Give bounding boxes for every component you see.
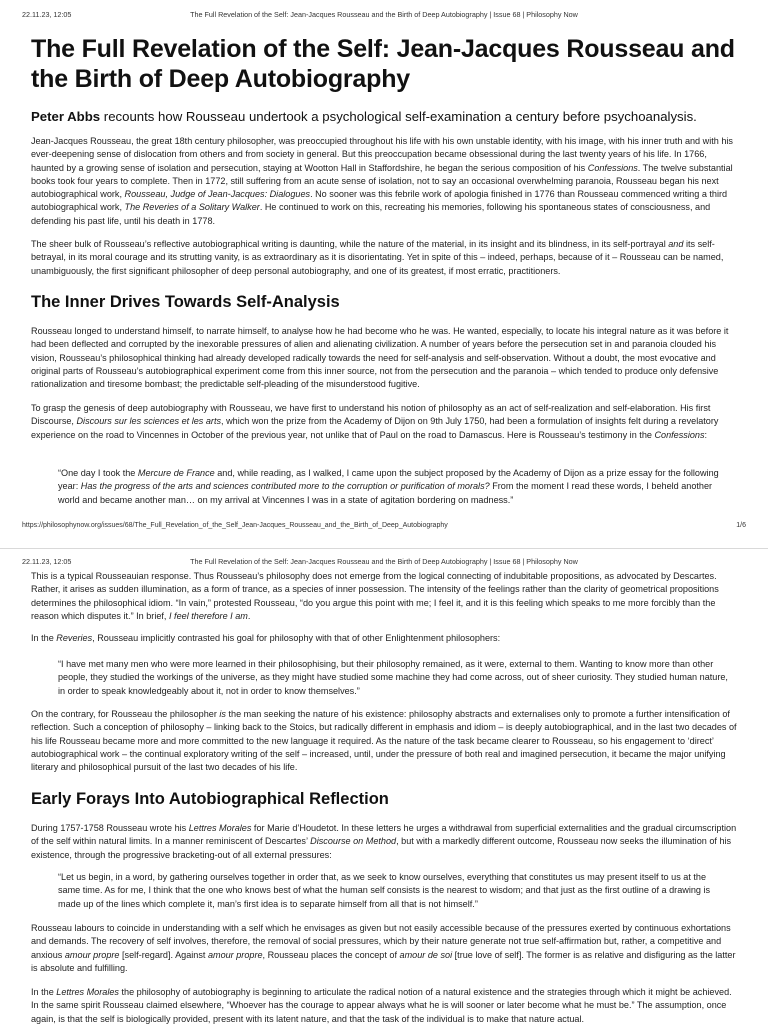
article-title: The Full Revelation of the Self: Jean-Jacques Rousseau and the Birth of Deep Autobiography — [31, 35, 735, 93]
section-heading: The Inner Drives Towards Self-Analysis — [31, 293, 340, 311]
print-page-2 — [0, 548, 768, 1025]
article-byline — [31, 108, 748, 125]
print-footer-url: https://philosophynow.org/issues/68/The_Full_Revelation_of_the_Self_Jean-Jacques_Rousseau_and_the_Birth_of_Deep_Autobiography — [22, 522, 448, 529]
article-paragraph: In the Reveries, Rousseau implicitly contrasted his goal for philosophy with that of other Enlightenment philosophers: — [31, 633, 501, 643]
article-paragraph: On the contrary, for Rousseau the philosopher is the man seeking the nature of his existence: philosophy abstracts and externalises only to promote a further intensification of reflection. Such a conception of philosophy – linking back to the Stoics, but radically different in emphasis and idiom – is deeply autobiographical, and in the last two decades of his life Rousseau became more and more committed to the new language it required. As the nature of the task became clearer to Rousseau, so his engagement to ‘direct’ autobiographical work – the continual exploratory writing of the self – increased, until, under the pressure of both real and imagined persecution, it became the major unifying literary and philosophical pursuit of the last two decades of his life. — [31, 709, 737, 773]
article-paragraph: During 1757-1758 Rousseau wrote his Lettres Morales for Marie d’Houdetot. In these letters he urges a withdrawal from superficial externalities and the gradual circumscription of the self within natural limits. In a manner reminiscent of Descartes’ Discourse on Method, but with a markedly different outcome, Rousseau now seeks the illumination of his existence, through the progressive bracketing-out of all external pressures: — [31, 823, 737, 860]
section-heading: Early Forays Into Autobiographical Reflection — [31, 790, 389, 808]
print-header — [22, 557, 746, 569]
block-quote: “One day I took the Mercure de France and, while reading, as I walked, I came upon the subject proposed by the Academy of Dijon as a prize essay for the following year: Has the progress of the arts and sciences contributed more to the corruption or purification of morals? From the moment I read these words, I beheld another world and became another man… on my arrival at Vincennes I was in a state of agitation bordering on madness.” — [58, 468, 719, 505]
print-datetime: 22.11.23, 12:05 — [22, 10, 72, 19]
print-footer — [22, 522, 746, 529]
article-paragraph: In the Lettres Morales the philosophy of autobiography is beginning to articulate the radical notion of a natural existence and the strategies through which it might be achieved. In the same spirit Rousseau claimed elsewhere, “Whoever has the courage to appear always what he is will sooner or later become what he must be.” The assumption, once again, is that the self is biologically provided, present with its latent nature, and that the task of the individual is to make that nature actual. — [31, 987, 732, 1024]
article-paragraph: Rousseau labours to coincide in understanding with a self which he envisages as given but not easily accessible because of the pressures exerted by continuous exhortations and demands. The recovery of self involves, therefore, the removal of social pressures, which by their nature generate not true self-affirmation but, rather, a competitive and anxious amour propre [self-regard]. Against amour propre, Rousseau places the concept of amour de soi [true love of self]. The former is as relative and disfiguring as the latter is absolute and fulfilling. — [31, 923, 736, 973]
print-header-title: The Full Revelation of the Self: Jean-Jacques Rousseau and the Birth of Deep Autobiography | Issue 68 | Philosophy Now — [190, 557, 578, 566]
article-paragraph: To grasp the genesis of deep autobiography with Rousseau, we have first to understand his notion of philosophy as an act of self-realization and self-elaboration. His first Discourse, Discours sur les sciences et les arts, which won the prize from the Academy of Dijon on 9th July 1750, had been a formulation of insights felt during a revelatory experience on the road to Vincennes in October of the previous year, not unlike that of Paul on the road to Damascus. Here is Rousseau’s testimony in the Confessions: — [31, 403, 719, 440]
article-paragraph: Jean-Jacques Rousseau, the great 18th century philosopher, was preoccupied throughout his life with his own unstable identity, with his image, with his inner truth and with his ever-deepening sense of dislocation from others and from society in general. But this preoccupation became obsessional during the last twenty years of his life. In 1766, haunted by a growing sense of isolation and persecution, staying at Wootton Hall in Staffordshire, he began the serious composition of his Confessions. The twelve substantial books took four years to complete. Then in 1772, still suffering from an acute sense of isolation, not to say an occasional overwhelming paranoia, Rousseau began his next autobiographical work, Rousseau, Judge of Jean-Jacques: Dialogues. No sooner was this febrile work of apologia finished in 1776 than Rousseau commenced writing a third autobiographical work, The Reveries of a Solitary Walker. He continued to work on this, recreating his memories, following his spontaneous states of consciousness, and defending his past life, until his death in 1778. — [31, 136, 733, 226]
article-paragraph: The sheer bulk of Rousseau’s reflective autobiographical writing is daunting, while the nature of the material, in its insight and its blindness, in its self-portrayal and its self-betrayal, in its moral courage and its strutting vanity, is as extraordinary as it is disorientating. Yet in spite of this – indeed, perhaps, because of it – Rousseau can be named, unambiguously, the first significant philosopher of deep personal autobiography, and one of its greatest, if most erratic, practitioners. — [31, 239, 724, 276]
block-quote: “I have met many men who were more learned in their philosophising, but their philosophy remained, as it were, external to them. Wanting to know more than other people, they studied the workings of the universe, as they might have studied some machine they had come across, out of sheer curiosity. They studied human nature, in order to speak knowledgeably about it, not in order to know themselves.” — [58, 659, 728, 696]
print-page-number: 1/6 — [736, 522, 746, 529]
standfirst: recounts how Rousseau undertook a psychological self-examination a century before psychoanalysis. — [100, 109, 697, 124]
article-paragraph: This is a typical Rousseauian response. Thus Rousseau’s philosophy does not emerge from the logical connecting of indubitable propositions, as advocated by Descartes. Rather, it arises as sudden illumination, as a form of trance, as a species of inner possession. The intensity of the feelings rather than the clarity of geometrical propositions determines the philosophical idiom. “In vain,” protested Rousseau, “do you argue this point with me; I feel it, and it is this feeling which speaks to me more forcibly than the reason which disputes it.” In brief, I feel therefore I am. — [31, 571, 719, 621]
print-datetime: 22.11.23, 12:05 — [22, 557, 72, 566]
print-header-title: The Full Revelation of the Self: Jean-Jacques Rousseau and the Birth of Deep Autobiography | Issue 68 | Philosophy Now — [190, 10, 578, 19]
article-paragraph: Rousseau longed to understand himself, to narrate himself, to analyse how he had become who he was. He wanted, especially, to locate his integral nature as it was before it had been deflected and corrupted by the inexorable pressures of alien and alienating civilization. A number of years before the persecution set in and paranoia clouded his vision, Rousseau’s philosophical thinking had already developed radically towards the need for self-analysis and self-observation. Without a doubt, the most evocative and original parts of Rousseau’s autobiographical experiment come from this inner source, not from the persecution and the paranoia – which tended to produce only defensive rationalization and tiresome bombast; the predictable self-pleading of the misunderstood fugitive. — [31, 326, 729, 390]
author-name: Peter Abbs — [31, 109, 101, 124]
block-quote: “Let us begin, in a word, by gathering ourselves together in order that, as we seek to know ourselves, everything that constitutes us may present itself to us at the same time. As for me, I think that the one who knows best of what the human self consists is the nearest to wisdom; and that just as the first outline of a drawing is made up of the lines which complete it, man’s first idea is to separate himself from all that is not himself.” — [58, 872, 711, 909]
print-header — [22, 10, 746, 22]
